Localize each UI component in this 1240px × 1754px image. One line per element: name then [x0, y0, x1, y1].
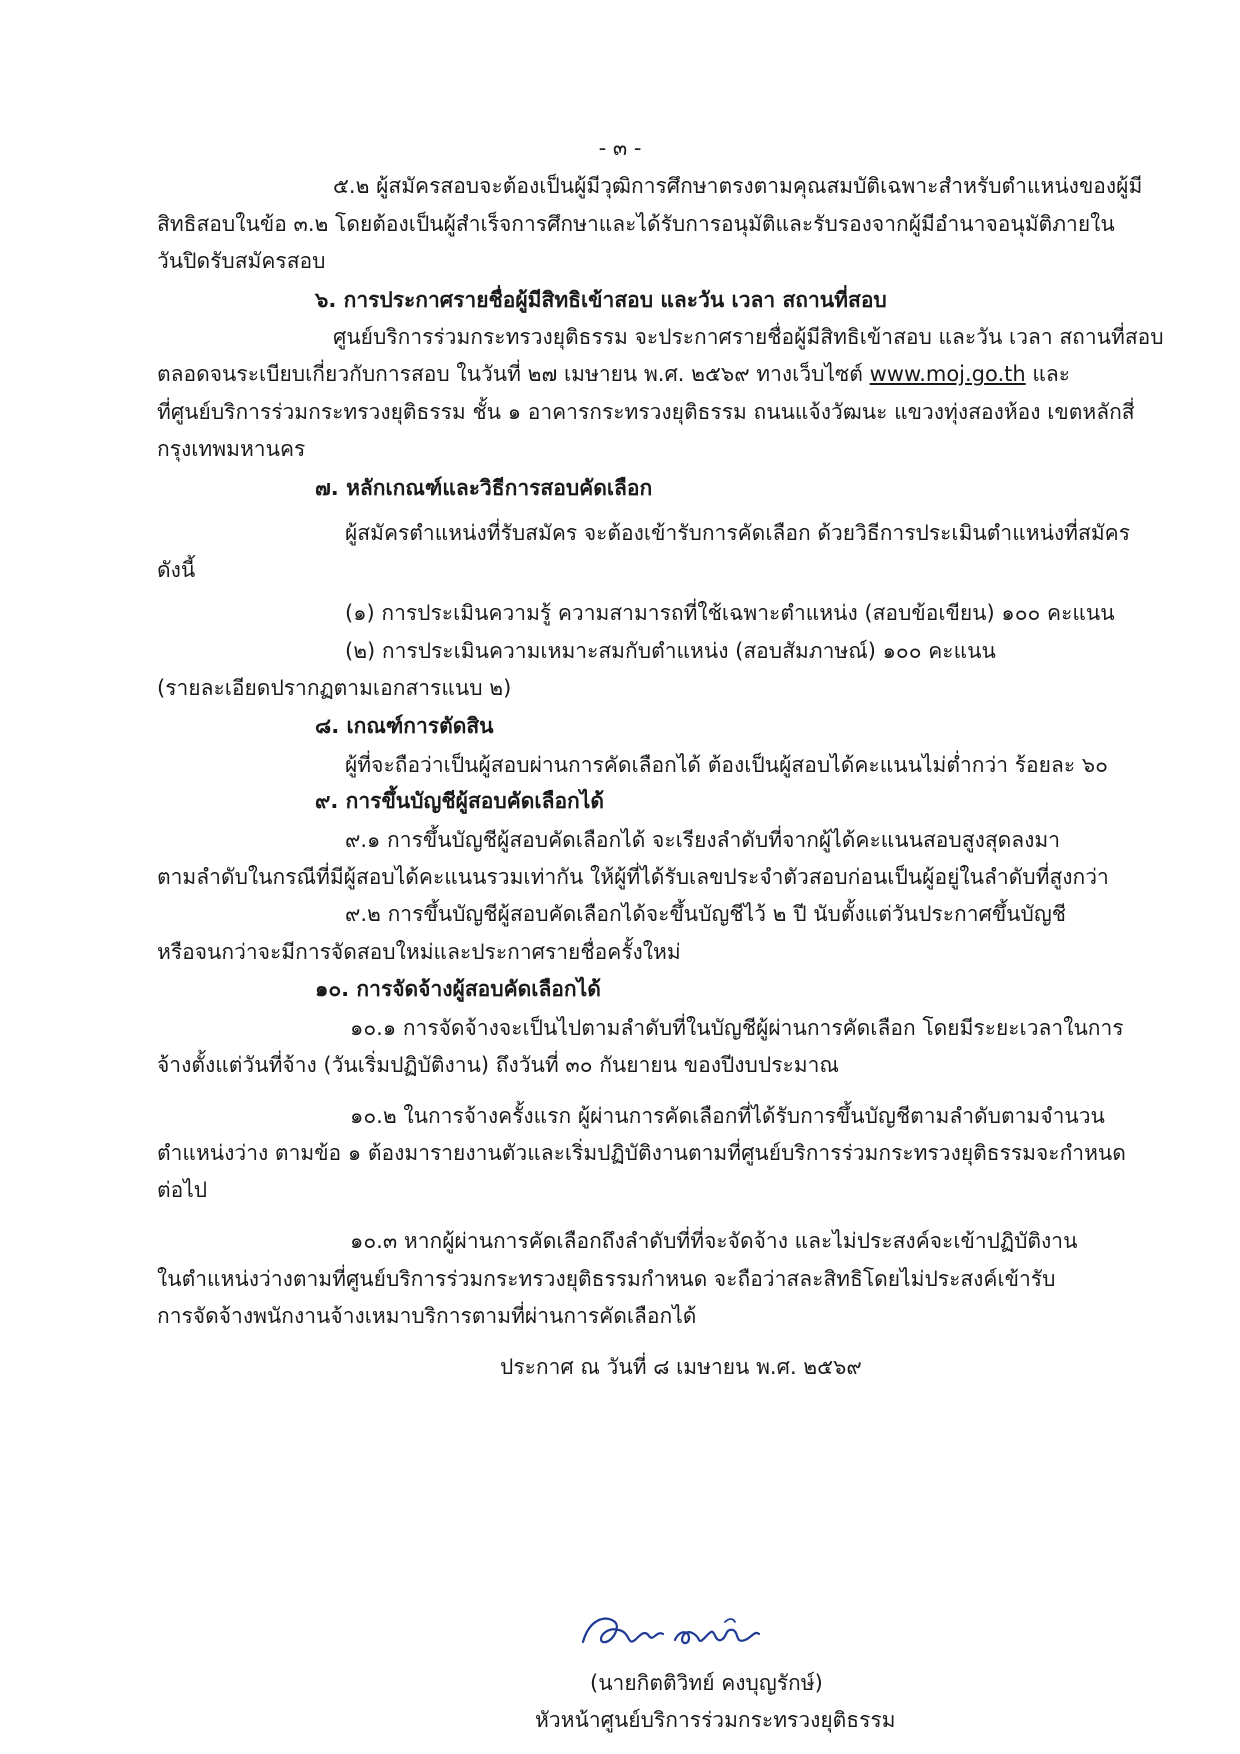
para-5-2-line-2: สิทธิสอบในข้อ ๓.๒ โดยต้องเป็นผู้สำเร็จการศึกษาและได้รับการอนุมัติและรับรองจากผู้มีอำนาจอนุมัติภายใน [157, 212, 1115, 236]
para-6-line-4: กรุงเทพมหานคร [157, 437, 306, 461]
announcement-date: ประกาศ ณ วันที่ ๘ เมษายน พ.ศ. ๒๕๖๙ [500, 1355, 862, 1379]
signer-name: (นายกิตติวิทย์ คงบุญรักษ์) [590, 1671, 823, 1695]
para-10-2-line-2: ตำแหน่งว่าง ตามข้อ ๑ ต้องมารายงานตัวและเริ่มปฏิบัติงานตามที่ศูนย์บริการร่วมกระทรวงยุติธรรมจะกำหนด [157, 1141, 1126, 1165]
para-8-line-1: ผู้ที่จะถือว่าเป็นผู้สอบผ่านการคัดเลือกได้ ต้องเป็นผู้สอบได้คะแนนไม่ต่ำกว่า ร้อยละ ๖๐ [345, 753, 1108, 777]
section-10-heading: ๑๐. การจัดจ้างผู้สอบคัดเลือกได้ [315, 977, 601, 1001]
para-7-line-1: ผู้สมัครตำแหน่งที่รับสมัคร จะต้องเข้ารับการคัดเลือก ด้วยวิธีการประเมินตำแหน่งที่สมัคร [345, 521, 1131, 545]
website-link[interactable]: www.moj.go.th [869, 362, 1026, 386]
para-10-2-line-1: ๑๐.๒ ในการจ้างครั้งแรก ผู้ผ่านการคัดเลือกที่ได้รับการขึ้นบัญชีตามลำดับตามจำนวน [350, 1104, 1105, 1128]
para-7-line-2: ดังนี้ [157, 558, 196, 582]
para-9-2-line-2: หรือจนกว่าจะมีการจัดสอบใหม่และประกาศรายชื่อครั้งใหม่ [157, 940, 681, 964]
para-10-2-line-3: ต่อไป [157, 1178, 208, 1202]
para-9-2-line-1: ๙.๒ การขึ้นบัญชีผู้สอบคัดเลือกได้จะขึ้นบัญชีไว้ ๒ ปี นับตั้งแต่วันประกาศขึ้นบัญชี [345, 902, 1067, 926]
para-9-1-line-1: ๙.๑ การขึ้นบัญชีผู้สอบคัดเลือกได้ จะเรียงลำดับที่จากผู้ได้คะแนนสอบสูงสุดลงมา [345, 828, 1061, 852]
para-5-2-line-1: ๕.๒ ผู้สมัครสอบจะต้องเป็นผู้มีวุฒิการศึกษาตรงตามคุณสมบัติเฉพาะสำหรับตำแหน่งของผู้มี [333, 174, 1143, 198]
section-9-heading: ๙. การขึ้นบัญชีผู้สอบคัดเลือกได้ [315, 789, 604, 813]
para-10-3-line-3: การจัดจ้างพนักงานจ้างเหมาบริการตามที่ผ่านการคัดเลือกได้ [157, 1304, 697, 1328]
assessment-item-2: (๒) การประเมินความเหมาะสมกับตำแหน่ง (สอบสัมภาษณ์) ๑๐๐ คะแนน [345, 639, 996, 663]
para-10-1-line-1: ๑๐.๑ การจัดจ้างจะเป็นไปตามลำดับที่ในบัญชีผู้ผ่านการคัดเลือก โดยมีระยะเวลาในการ [350, 1016, 1124, 1040]
section-7-heading: ๗. หลักเกณฑ์และวิธีการสอบคัดเลือก [315, 476, 653, 500]
para-6-line-3: ที่ศูนย์บริการร่วมกระทรวงยุติธรรม ชั้น ๑ อาคารกระทรวงยุติธรรม ถนนแจ้งวัฒนะ แขวงทุ่งสองห้อง เขตหลักสี่ [157, 400, 1135, 424]
attachment-note: (รายละเอียดปรากฏตามเอกสารแนบ ๒) [157, 676, 512, 700]
section-8-heading: ๘. เกณฑ์การตัดสิน [315, 714, 494, 738]
para-10-3-line-2: ในตำแหน่งว่างตามที่ศูนย์บริการร่วมกระทรวงยุติธรรมกำหนด จะถือว่าสละสิทธิโดยไม่ประสงค์เข้ารับ [157, 1267, 1056, 1291]
para-9-1-line-2: ตามลำดับในกรณีที่มีผู้สอบได้คะแนนรวมเท่ากัน ให้ผู้ที่ได้รับเลขประจำตัวสอบก่อนเป็นผู้อยู่ในลำดับที่สูงกว่า [157, 865, 1109, 889]
assessment-item-1: (๑) การประเมินความรู้ ความสามารถที่ใช้เฉพาะตำแหน่ง (สอบข้อเขียน) ๑๐๐ คะแนน [345, 601, 1115, 625]
section-6-heading: ๖. การประกาศรายชื่อผู้มีสิทธิเข้าสอบ และวัน เวลา สถานที่สอบ [315, 288, 887, 312]
para-5-2-line-3: วันปิดรับสมัครสอบ [157, 249, 326, 273]
para-6-line-1: ศูนย์บริการร่วมกระทรวงยุติธรรม จะประกาศรายชื่อผู้มีสิทธิเข้าสอบ และวัน เวลา สถานที่สอบ [333, 325, 1164, 349]
signer-title: หัวหน้าศูนย์บริการร่วมกระทรวงยุติธรรม [535, 1708, 896, 1732]
para-6-line-2: ตลอดจนระเบียบเกี่ยวกับการสอบ ในวันที่ ๒๗ เมษายน พ.ศ. ๒๕๖๙ ทางเว็บไซต์ www.moj.go.th และ [157, 362, 1071, 386]
para-10-3-line-1: ๑๐.๓ หากผู้ผ่านการคัดเลือกถึงลำดับที่ที่จะจัดจ้าง และไม่ประสงค์จะเข้าปฏิบัติงาน [350, 1229, 1078, 1253]
page-number: - ๓ - [598, 136, 642, 160]
para-10-1-line-2: จ้างตั้งแต่วันที่จ้าง (วันเริ่มปฏิบัติงาน) ถึงวันที่ ๓๐ กันยายน ของปีงบประมาณ [157, 1053, 839, 1077]
signature-image [575, 1600, 775, 1662]
